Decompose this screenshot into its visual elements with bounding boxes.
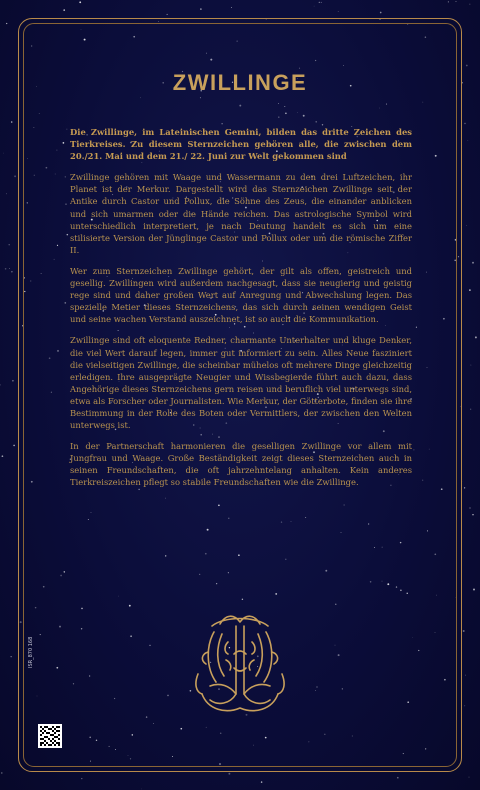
star — [9, 268, 10, 269]
star — [8, 244, 9, 245]
star — [11, 121, 13, 123]
gemini-twins-emblem-icon — [190, 612, 290, 716]
star — [167, 14, 168, 15]
star — [464, 123, 465, 124]
star — [261, 781, 262, 782]
body-paragraph-1: Zwillinge gehören mit Waage und Wassermann zu den drei Luftzeichen, ihr Planet ist der Merkur. Dargestellt wird das Sternzeichen Zwillinge seit der Antike durch Castor und Pollux, die Söhne des Zeus, die einander anblicken und sich umarmen oder die Hände reichen. Das astrologische Symbol wird unterschiedlich interpretiert, je nach Deutung handelt es sich um eine stilisierte Version der Jünglinge Castor und Pollux oder um die römische Ziffer II. — [70, 172, 412, 255]
product-code-label: ISR_870 168 — [28, 636, 34, 668]
star — [319, 2, 320, 3]
star — [473, 589, 475, 591]
card-title: ZWILLINGE — [172, 70, 308, 95]
star — [79, 1, 81, 3]
star — [470, 409, 471, 410]
star — [2, 455, 4, 457]
card-body — [70, 126, 412, 498]
star — [397, 777, 399, 779]
star — [469, 507, 470, 508]
star — [5, 268, 7, 270]
star — [321, 2, 322, 3]
star — [464, 705, 465, 706]
star — [455, 1, 456, 2]
star — [466, 65, 468, 67]
body-paragraph-2: Wer zum Sternzeichen Zwillinge gehört, der gilt als offen, geistreich und gesellig. Zwillingen wird außerdem nachgesagt, dass sie neugierig und geistig rege sind und daher großen Wert auf Anregung und Abwechslung legen. Das spezielle Metier dieses Sternzeichens, das sich durch seinen wendigen Geist und seine wachen Verstand auszeichnet, ist so auch die Kommunikation. — [70, 265, 412, 325]
star — [466, 225, 467, 226]
star — [63, 9, 65, 11]
star — [12, 380, 14, 382]
star — [470, 4, 471, 5]
star — [380, 12, 382, 14]
star — [6, 23, 7, 24]
star — [472, 514, 473, 515]
star — [469, 777, 470, 778]
star — [314, 6, 315, 7]
star — [0, 384, 1, 385]
star — [3, 153, 4, 154]
star — [6, 193, 7, 194]
star — [11, 656, 12, 657]
star — [228, 773, 230, 775]
star — [448, 1, 449, 2]
star — [200, 8, 201, 9]
star — [11, 271, 12, 272]
body-paragraph-4: In der Partnerschaft harmonieren die geselligen Zwillinge vor allem mit Jungfrau und Waage. Große Beständigkeit zeigt dieses Sternzeichen auch in seinen Freundschaften, die oft jahrzehntelang anhalten. Kein anderes Tierkreiszeichen pflegt so stabile Freundschaften wie die Zwillinge. — [70, 441, 412, 488]
star — [13, 445, 15, 447]
star — [1, 772, 2, 773]
star — [475, 336, 477, 338]
star — [338, 11, 339, 12]
star — [464, 487, 465, 488]
star — [81, 778, 82, 779]
star — [467, 140, 468, 141]
star — [141, 789, 142, 790]
star — [469, 289, 471, 291]
star — [463, 630, 465, 632]
star — [465, 675, 466, 676]
body-paragraph-3: Zwillinge sind oft eloquente Redner, charmante Unterhalter und kluge Denker, die viel Wert darauf legen, immer gut informiert zu sein. Alles Neue fasziniert die vielseitigen Zwillinge, die scheinbar mühelos oft mehrere Dinge gleichzeitig erledigen. Ihre ausgeprägte Neugier und Wissbegierde führt auch dazu, dass Angehörige dieses Sternzeichens gern reisen und beruflich viel unterwegs sind, etwa als Forscher oder Journalisten. Wie Merkur, der Götterbote, finden sie ihre Bestimmung in der Rolle des Boten oder Vermittlers, der zwischen den Welten unterwegs ist. — [70, 335, 412, 431]
star — [472, 262, 474, 264]
star — [231, 7, 232, 8]
star — [471, 365, 472, 366]
qr-code-icon — [38, 724, 62, 748]
star — [14, 175, 16, 177]
intro-paragraph: Die Zwillinge, im Lateinischen Gemini, bilden das dritte Zeichen des Tierkreises. Zu diesem Sternzeichen gehören alle, die zwischen dem 20./21. Mai und dem 21./ 22. Juni zur Welt gekommen sind — [70, 127, 412, 162]
